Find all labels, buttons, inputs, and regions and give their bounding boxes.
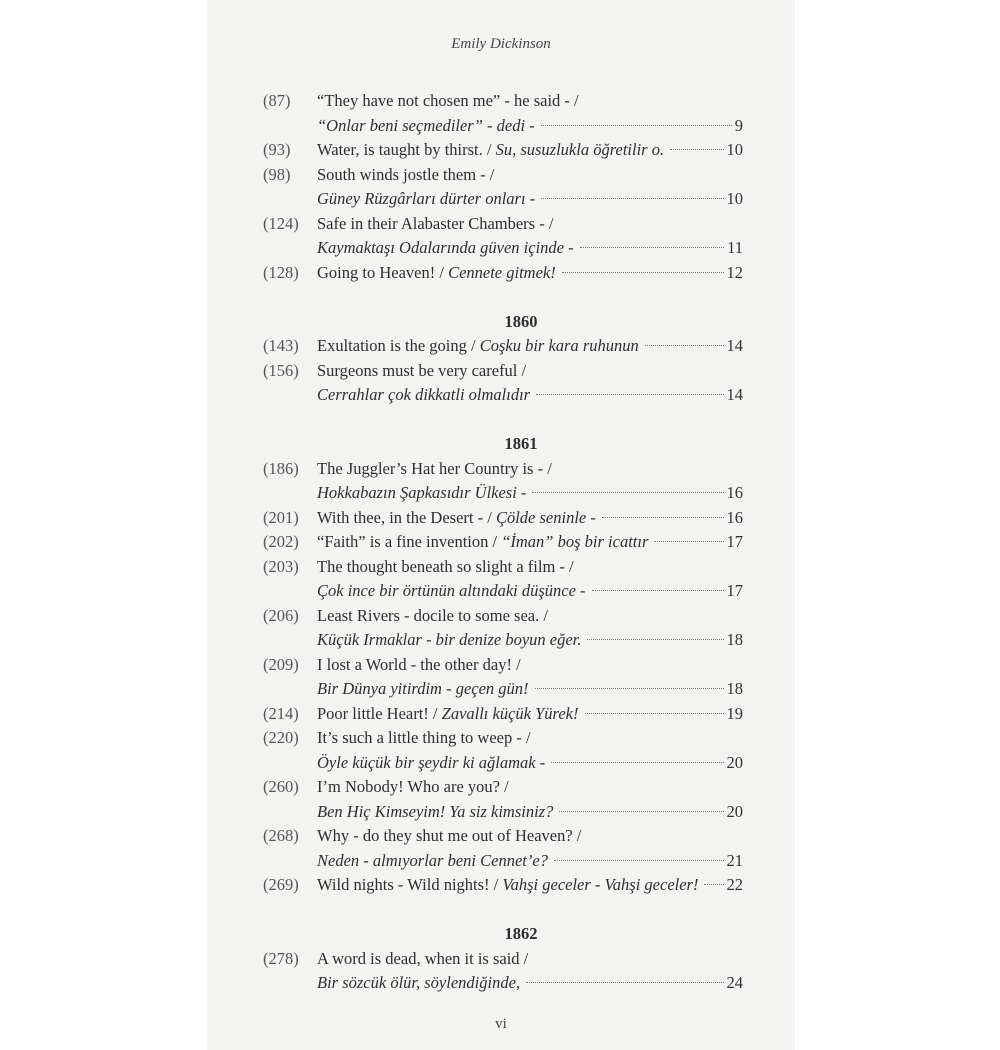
poem-number: (209) — [263, 654, 299, 674]
entry-content — [317, 677, 743, 702]
entry-content — [317, 628, 743, 653]
title-text: The thought beneath so slight a film - / — [317, 556, 574, 576]
title-text: Bir Dünya yitirdim - geçen gün! — [317, 679, 529, 698]
toc-entry-line[interactable] — [263, 555, 743, 580]
entry-content — [317, 481, 743, 506]
dot-leader — [541, 198, 723, 199]
title-text: It’s such a little thing to weep - / — [317, 728, 531, 747]
poem-title — [317, 506, 596, 531]
title-text: I lost a World - the other day! / — [317, 654, 521, 674]
poem-title — [317, 726, 531, 751]
title-text: Cerrahlar çok dikkatli olmalıdır — [317, 385, 531, 404]
page-ref: 18 — [726, 679, 743, 698]
translated-title — [317, 579, 586, 604]
toc-entry-line[interactable] — [263, 89, 743, 114]
translated-title — [317, 751, 545, 776]
translated-title — [317, 971, 520, 996]
translated-title — [317, 849, 548, 874]
year-heading: 1862 — [504, 924, 538, 943]
poem-number: (143) — [263, 336, 299, 355]
poem-number: (156) — [263, 360, 299, 380]
entry-content — [317, 530, 743, 555]
toc-entry-line[interactable] — [263, 947, 743, 972]
poem-title — [317, 947, 528, 972]
entry-content — [317, 506, 743, 531]
entry-content — [317, 457, 743, 482]
title-text: Surgeons must be very careful / — [317, 360, 527, 380]
poem-title — [317, 163, 494, 188]
translated-title: Cennete gitmek! — [448, 262, 556, 282]
page-ref: 17 — [726, 581, 743, 600]
poem-title — [317, 261, 556, 286]
entry-content — [317, 555, 743, 580]
section-gap — [263, 408, 743, 433]
poem-title — [317, 334, 639, 359]
page-ref: 16 — [726, 507, 743, 527]
translated-title — [317, 236, 574, 261]
title-text: Exultation is the going / — [317, 336, 480, 355]
year-heading: 1861 — [504, 434, 538, 453]
title-text: Safe in their Alabaster Chambers - / — [317, 213, 554, 233]
section-gap — [263, 285, 743, 310]
entry-content — [317, 334, 743, 359]
entry-content — [317, 775, 743, 800]
entry-content — [317, 653, 743, 678]
title-text: With thee, in the Desert - / — [317, 507, 496, 527]
dot-leader — [559, 811, 723, 812]
page-ref: 10 — [726, 140, 743, 159]
poem-number: (206) — [263, 605, 299, 625]
dot-leader — [562, 272, 724, 273]
entry-content — [317, 604, 743, 629]
page-ref: 11 — [727, 238, 743, 257]
translated-title — [317, 114, 535, 139]
poem-number: (186) — [263, 458, 299, 478]
toc-entry-line[interactable] — [263, 457, 743, 482]
poem-title — [317, 775, 509, 800]
dot-leader — [704, 884, 723, 885]
book-page — [207, 0, 795, 1050]
toc-entry-line[interactable] — [263, 212, 743, 237]
toc-entry-line[interactable] — [263, 506, 743, 531]
page-ref: 14 — [726, 385, 743, 404]
poem-title — [317, 212, 553, 237]
dot-leader — [541, 125, 732, 126]
entry-content — [317, 824, 743, 849]
translated-title — [317, 628, 581, 653]
running-head: Emily Dickinson — [451, 36, 551, 52]
translated-title — [317, 383, 530, 408]
poem-number: (93) — [263, 140, 291, 159]
page-ref: 20 — [726, 752, 743, 772]
translated-title — [317, 187, 535, 212]
title-text: Ben Hiç Kimseyim! Ya siz kimsiniz? — [317, 801, 554, 821]
poem-title — [317, 457, 552, 482]
poem-number: (87) — [263, 91, 291, 110]
poem-number: (269) — [263, 875, 299, 894]
poem-title — [317, 530, 648, 555]
toc-entry-line[interactable] — [263, 359, 743, 384]
entry-content — [317, 702, 743, 727]
title-text: I’m Nobody! Who are you? / — [317, 777, 509, 796]
entry-content — [317, 163, 743, 188]
poem-number: (202) — [263, 532, 299, 551]
title-text: “Onlar beni seçmediler” - dedi - — [317, 115, 535, 135]
poem-title — [317, 824, 581, 849]
poem-title — [317, 138, 664, 163]
poem-number: (260) — [263, 777, 299, 796]
poem-number: (203) — [263, 556, 299, 576]
page-ref: 14 — [726, 336, 743, 355]
toc-entry-line[interactable] — [263, 702, 743, 727]
toc-entry-line[interactable] — [263, 824, 743, 849]
page-ref: 16 — [726, 483, 743, 502]
page-ref: 9 — [734, 115, 743, 135]
toc-entry-line[interactable] — [263, 775, 743, 800]
page-ref: 18 — [726, 630, 743, 649]
toc-entry-line[interactable] — [263, 653, 743, 678]
poem-title — [317, 359, 526, 384]
title-text: Least Rivers - docile to some sea. / — [317, 605, 548, 625]
toc-entry-line — [263, 677, 743, 702]
poem-number: (98) — [263, 164, 291, 184]
title-text: “Faith” is a fine invention / — [317, 532, 502, 551]
entry-content — [317, 187, 743, 212]
title-text: Güney Rüzgârları dürter onları - — [317, 189, 536, 208]
translated-title: “İman” boş bir icattır — [501, 532, 649, 551]
toc-entry-line[interactable] — [263, 873, 743, 898]
title-text: Hokkabazın Şapkasıdır Ülkesi - — [317, 483, 527, 502]
title-text: “They have not chosen me” - he said - / — [317, 91, 579, 110]
toc-entry-line — [263, 971, 743, 996]
poem-number: (278) — [263, 948, 299, 968]
entry-content — [317, 873, 743, 898]
title-text: Kaymaktaşı Odalarında güven içinde - — [317, 238, 574, 257]
title-text: Poor little Heart! / — [317, 703, 442, 723]
dot-leader — [536, 394, 723, 395]
translated-title: Zavallı küçük Yürek! — [441, 703, 579, 723]
dot-leader — [526, 982, 723, 983]
dot-leader — [645, 345, 724, 346]
toc-entry-line[interactable] — [263, 604, 743, 629]
dot-leader — [592, 590, 724, 591]
entry-content — [317, 947, 743, 972]
entry-content — [317, 849, 743, 874]
entry-content — [317, 971, 743, 996]
toc-entry-line — [263, 187, 743, 212]
poem-title — [317, 604, 548, 629]
entry-content — [317, 726, 743, 751]
translated-title — [317, 800, 553, 825]
page-ref: 19 — [726, 703, 743, 723]
title-text: Wild nights - Wild nights! / — [317, 875, 503, 894]
page-ref: 10 — [726, 189, 743, 208]
title-text: A word is dead, when it is said / — [317, 948, 529, 968]
title-text: Water, is taught by thirst. / — [317, 140, 496, 159]
dot-leader — [554, 860, 724, 861]
entry-content — [317, 261, 743, 286]
dot-leader — [670, 149, 723, 150]
entry-content — [317, 236, 743, 261]
entry-content — [317, 383, 743, 408]
toc-entry-line[interactable] — [263, 138, 743, 163]
toc-entry-line — [263, 383, 743, 408]
title-text: The Juggler’s Hat her Country is - / — [317, 458, 552, 478]
title-text: Neden - almıyorlar beni Cennet’e? — [317, 850, 548, 870]
section-gap — [263, 898, 743, 923]
entry-content — [317, 800, 743, 825]
dot-leader — [602, 517, 724, 518]
title-text: Öyle küçük bir şeydir ki ağlamak - — [317, 752, 546, 772]
poem-title — [317, 873, 698, 898]
entry-content — [317, 138, 743, 163]
title-text: Going to Heaven! / — [317, 262, 449, 282]
entry-content — [317, 114, 743, 139]
title-text: Bir sözcük ölür, söylendiğinde, — [317, 973, 521, 992]
toc-entry-line — [263, 628, 743, 653]
toc-entry-line[interactable] — [263, 261, 743, 286]
page-ref: 24 — [726, 973, 743, 992]
poem-title — [317, 555, 574, 580]
toc-entry-line[interactable] — [263, 726, 743, 751]
translated-title: Vahşi geceler - Vahşi geceler! — [502, 875, 699, 894]
title-text: Küçük Irmaklar - bir denize boyun eğer. — [317, 630, 582, 649]
title-text: Çok ince bir örtünün altındaki düşünce - — [317, 581, 586, 600]
toc-entry-line — [263, 579, 743, 604]
entry-content — [317, 89, 743, 114]
poem-number: (268) — [263, 826, 299, 845]
poem-number: (201) — [263, 507, 299, 527]
poem-title — [317, 653, 521, 678]
page-ref: 21 — [726, 850, 743, 870]
dot-leader — [551, 762, 723, 763]
entry-content — [317, 212, 743, 237]
translated-title — [317, 481, 526, 506]
page-ref: 17 — [726, 532, 743, 551]
poem-number: (124) — [263, 213, 299, 233]
table-of-contents — [263, 89, 743, 996]
page-ref: 22 — [726, 875, 743, 894]
poem-number: (214) — [263, 703, 299, 723]
title-text: Why - do they shut me out of Heaven? / — [317, 826, 582, 845]
year-heading: 1860 — [504, 311, 538, 331]
toc-entry-line — [263, 849, 743, 874]
dot-leader — [585, 713, 724, 714]
entry-content — [317, 751, 743, 776]
toc-entry-line — [263, 114, 743, 139]
poem-title — [317, 89, 579, 114]
page-ref: 20 — [726, 801, 743, 821]
translated-title — [317, 677, 529, 702]
page-number: vi — [495, 1016, 507, 1032]
dot-leader — [654, 541, 723, 542]
poem-number: (220) — [263, 728, 299, 747]
toc-entry-line — [263, 800, 743, 825]
poem-title — [317, 702, 579, 727]
poem-number: (128) — [263, 262, 299, 282]
toc-entry-line — [263, 751, 743, 776]
translated-title: Su, susuzlukla öğretilir o. — [495, 140, 665, 159]
entry-content — [317, 359, 743, 384]
toc-entry-line — [263, 236, 743, 261]
toc-entry-line[interactable] — [263, 163, 743, 188]
dot-leader — [535, 688, 724, 689]
page-ref: 12 — [726, 262, 743, 282]
toc-entry-line[interactable] — [263, 530, 743, 555]
dot-leader — [532, 492, 723, 493]
translated-title: Coşku bir kara ruhunun — [479, 336, 639, 355]
title-text: South winds jostle them - / — [317, 164, 495, 184]
dot-leader — [580, 247, 724, 248]
toc-entry-line — [263, 481, 743, 506]
dot-leader — [587, 639, 723, 640]
translated-title: Çölde seninle - — [495, 507, 596, 527]
entry-content — [317, 579, 743, 604]
toc-entry-line[interactable] — [263, 334, 743, 359]
